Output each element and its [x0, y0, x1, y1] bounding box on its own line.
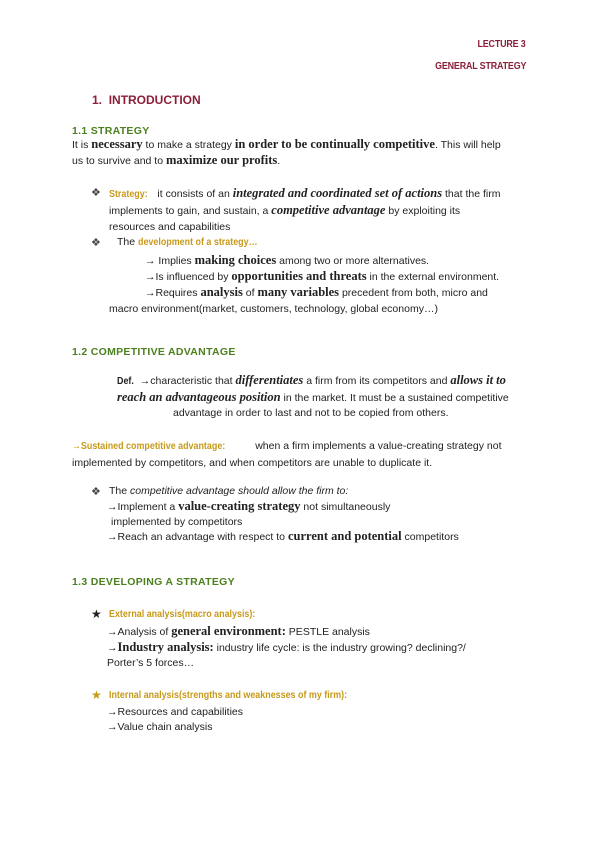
paragraph-line: implements to gain, and sustain, a competitive advantage by exploiting its [109, 203, 461, 217]
subsection-title-developing: 1.3 DEVELOPING A STRATEGY [72, 576, 235, 588]
star-icon: ★ [91, 688, 102, 702]
star-icon: ★ [91, 607, 102, 621]
definition-line: advantage in order to last and not to be copied from others. [173, 407, 449, 419]
section-title: INTRODUCTION [108, 93, 201, 107]
sub-item: →Analysis of general environment: PESTLE analysis [107, 624, 370, 638]
sub-item: →Resources and capabilities [107, 706, 243, 718]
def-label: Def. [117, 375, 134, 387]
sustained-advantage-line: →Sustained competitive advantage: when a firm implements a value-creating strategy not [72, 440, 502, 452]
sub-item: →Requires analysis of many variables precedent from both, micro and [145, 285, 488, 299]
sub-item: →Implement a value-creating strategy not simultaneously [107, 499, 391, 513]
paragraph-line: resources and capabilities [109, 221, 231, 233]
external-analysis-label: External analysis(macro analysis): [109, 608, 256, 620]
subsection-title-strategy: 1.1 STRATEGY [72, 125, 150, 137]
paragraph-line: macro environment(market, customers, technology, global economy…) [109, 303, 438, 315]
paragraph-line: implemented by competitors [111, 516, 243, 528]
sub-item: →Industry analysis: industry life cycle: is the industry growing? declining?/ [107, 640, 466, 654]
section-heading [92, 93, 201, 107]
internal-analysis-label: Internal analysis(strengths and weaknesses of my firm): [109, 689, 348, 701]
lecture-number: LECTURE 3 [477, 38, 526, 50]
sub-item: → Implies making choices among two or more alternatives. [145, 253, 430, 267]
sub-item: →Is influenced by opportunities and threats in the external environment. [145, 269, 500, 283]
paragraph-line: It is necessary to make a strategy in order to be continually competitive. This will help [72, 137, 501, 151]
bullet-development: The development of a strategy… [117, 236, 258, 248]
paragraph-line: implemented by competitors, and when competitors are unable to duplicate it. [72, 457, 433, 469]
sub-item: →Value chain analysis [107, 721, 213, 733]
paragraph-line: Porter’s 5 forces… [107, 657, 195, 669]
section-number: 1. [92, 93, 103, 107]
paragraph-line: us to survive and to maximize our profits. [72, 153, 281, 167]
diamond-bullet-icon: ❖ [91, 187, 101, 199]
bullet-strategy: Strategy: it consists of an integrated and coordinated set of actions that the firm [109, 186, 501, 200]
definition-line: Def. →characteristic that differentiates a firm from its competitors and allows it to [117, 373, 506, 387]
definition-line: reach an advantageous position in the market. It must be a sustained competitive [117, 390, 509, 404]
diamond-bullet-icon: ❖ [91, 486, 101, 498]
subsection-title-advantage: 1.2 COMPETITIVE ADVANTAGE [72, 346, 236, 358]
sub-item: →Reach an advantage with respect to current and potential competitors [107, 529, 459, 543]
bullet-should-allow: The competitive advantage should allow the firm to: [109, 485, 349, 497]
course-title: GENERAL STRATEGY [434, 60, 526, 72]
diamond-bullet-icon: ❖ [91, 237, 101, 249]
